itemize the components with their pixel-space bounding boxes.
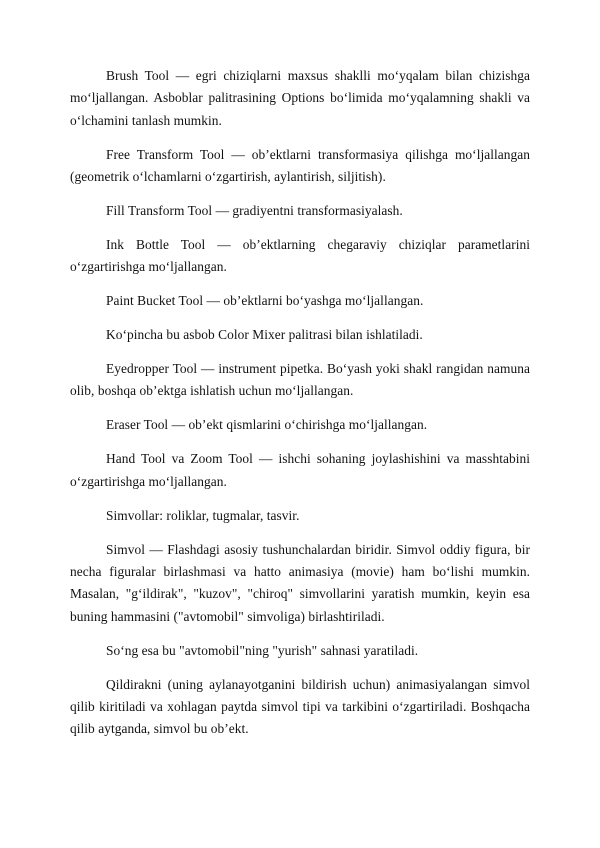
paragraph-hand-zoom-tool: Hand Tool va Zoom Tool — ishchi sohaning joylashishini va masshtabini o‘zgartirishga mo‘ljallangan. (70, 451, 530, 489)
paragraph-car-walk-scene: So‘ng esa bu "avtomobil"ning "yurish" sahnasi yaratiladi. (106, 642, 419, 658)
paragraph-color-mixer-note: Ko‘pincha bu asbob Color Mixer palitrasi bilan ishlatiladi. (106, 327, 423, 343)
paragraph-wheel-animation: Qildirakni (uning aylanayotganini bildirish uchun) animasiyalangan simvol qilib kiritiladi va xohlagan paytda simvol tipi va tarkibini o‘zgartiriladi. Boshqacha qilib aytganda, simvol bu ob’ekt. (70, 676, 530, 737)
paragraph-symbols-list: Simvollar: roliklar, tugmalar, tasvir. (106, 507, 300, 523)
paragraph-fill-transform-tool: Fill Transform Tool — gradiyentni transformasiyalash. (106, 203, 403, 219)
paragraph-ink-bottle-tool: Ink Bottle Tool — ob’ektlarning chegaraviy chiziqlar parametlarini o‘zgartirishga mo‘ljallangan. (70, 236, 530, 275)
paragraph-brush-tool: Brush Tool — egri chiziqlarni maxsus shaklli mo‘yqalam bilan chizishga mo‘ljallangan. Asboblar palitrasining Options bo‘limida mo‘yqalamning shakli va o‘lchamini tanlash mumkin. (70, 68, 530, 128)
paragraph-free-transform-tool: Free Transform Tool — ob’ektlarni transformasiya qilishga mo‘ljallangan (geometrik o‘lchamlarni o‘zgartirish, aylantirish, siljitish). (70, 146, 530, 185)
paragraph-paint-bucket-tool: Paint Bucket Tool — ob’ektlarni bo‘yashga mo‘ljallangan. (106, 293, 424, 309)
paragraph-symbol-definition: Simvol — Flashdagi asosiy tushunchalardan biridir. Simvol oddiy figura, bir necha figuralar birlashmasi va hatto animasiya (movie) ham bo‘lishi mumkin. Masalan, "g‘ildirak", "kuzov", "chiroq" simvollarini yaratish mumkin, keyin esa buning hammasini ("avtomobil" simvoliga) birlashtiriladi. (70, 541, 530, 624)
paragraph-eraser-tool: Eraser Tool — ob’ekt qismlarini o‘chirishga mo‘ljallangan. (106, 417, 428, 433)
paragraph-eyedropper-tool: Eyedropper Tool — instrument pipetka. Bo‘yash yoki shakl rangidan namuna olib, boshqa ob’ektga ishlatish uchun mo‘ljallangan. (70, 361, 530, 399)
document-page (70, 65, 530, 752)
